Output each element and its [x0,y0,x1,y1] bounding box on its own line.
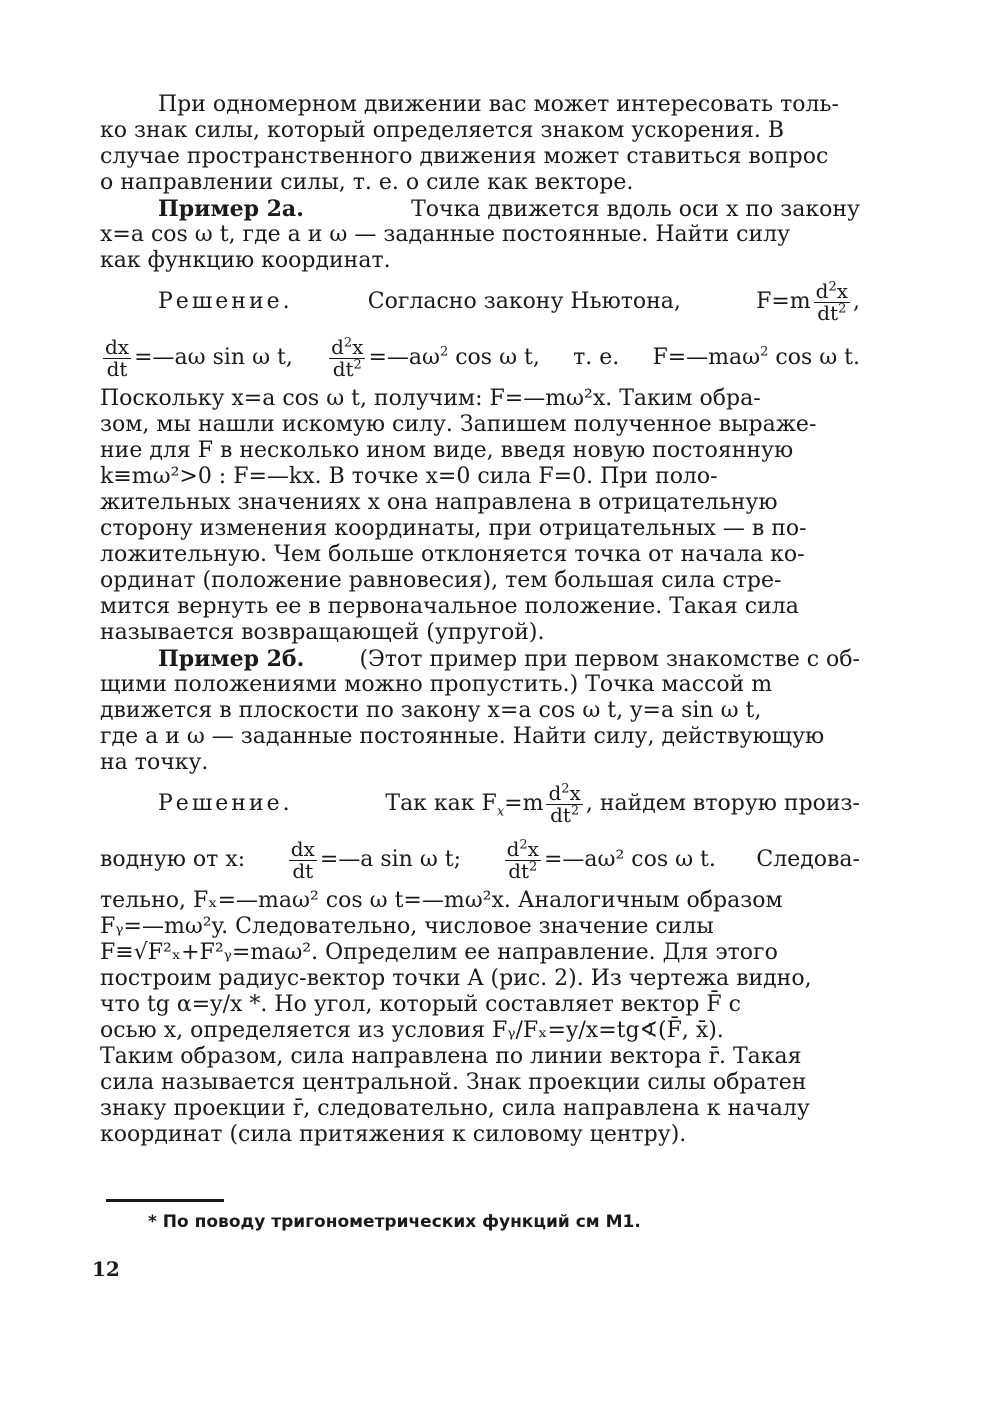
fraction: $\frac{d^2x}{dt^2}$ [331,334,364,381]
text-line: как функцию координат. [100,248,391,273]
fraction: $\frac{dx}{dt}$ [105,334,130,381]
text-line: где a и ω — заданные постоянные. Найти силу, действующую [100,724,825,749]
fraction: $\frac{dx}{dt}$ [290,836,315,883]
page-body [100,92,860,1148]
example-2a-heading: Пример 2а. Точка движется вдоль оси x по закону [158,196,860,222]
text-line: мится вернуть ее в первоначальное положение. Такая сила [100,594,799,619]
text-line: сила называется центральной. Знак проекции силы обратен [100,1070,807,1095]
text-line: F≡√F²ₓ+F²ᵧ=maω². Определим ее направление. Для этого [100,940,778,965]
text-line: зом, мы нашли искомую силу. Запишем полученное выраже- [100,412,817,437]
text-line: ко знак силы, который определяется знаком ускорения. В [100,118,785,143]
derivatives-line-2: водную от x: $\frac{dx}{dt}$ =—a sin ω t; $\frac{d^2x}{dt^2}$ =—aω² cos ω t. Следова- [100,836,860,883]
solution-2-line: Решение. Так как $F_x=m$ $\frac{d^2x}{dt^2}$ , найдем вторую произ- [158,780,860,827]
text-line: движется в плоскости по закону x=a cos ω t, y=a sin ω t, [100,698,762,723]
text-line: Fᵧ=—mω²y. Следовательно, числовое значение силы [100,914,714,939]
text-line: Таким образом, сила направлена по линии вектора r̄. Такая [100,1044,802,1069]
text-line: При одномерном движении вас может интересовать толь- [158,92,839,117]
text-line: называется возвращающей (упругой). [100,620,545,645]
text-line: ложительную. Чем больше отклоняется точка от начала ко- [100,542,805,567]
page-number: 12 [92,1257,120,1281]
text-line: на точку. [100,750,209,775]
text-line: координат (сила притяжения к силовому центру). [100,1122,687,1147]
text-line: щими положениями можно пропустить.) Точка массой m [100,672,773,697]
text-line: ние для F в несколько ином виде, введя новую постоянную [100,438,794,463]
text-line: осью x, определяется из условия Fᵧ/Fₓ=y/x=tg∢(F̄, x̄). [100,1018,724,1043]
text-line: построим радиус-вектор точки A (рис. 2). Из чертежа видно, [100,966,812,991]
fraction: $\frac{d^2x}{dt^2}$ [815,278,848,325]
text-line: жительных значениях x она направлена в отрицательную [100,490,778,515]
derivatives-line: $\frac{dx}{dt}$ =—aω sin ω t, $\frac{d^2x}{dt^2}$ $=—a\omega^2$ cos ω t, т. е. F=—maω$^2$ cos ω t. [105,334,860,381]
solution-1-line: Решение. Согласно закону Ньютона, F=m $\frac{d^2x}{dt^2}$ , [158,278,860,325]
text-line: тельно, Fₓ=—maω² cos ω t=—mω²x. Аналогичным образом [100,888,783,913]
text-line: случае пространственного движения может ставиться вопрос [100,144,829,169]
footnote-rule [106,1199,224,1202]
fraction: $\frac{d^2x}{dt^2}$ [506,836,539,883]
text-line: Поскольку x=a cos ω t, получим: F=—mω²x. Таким обра- [100,386,761,411]
fraction: $\frac{d^2x}{dt^2}$ [548,780,581,827]
text-line: знаку проекции r̄, следовательно, сила направлена к началу [100,1096,810,1121]
text-line: x=a cos ω t, где a и ω — заданные постоянные. Найти силу [100,222,791,247]
text-line: k≡mω²>0 : F=—kx. В точке x=0 сила F=0. При поло- [100,464,718,489]
footnote: * По поводу тригонометрических функций см M1. [148,1212,641,1232]
text-line: сторону изменения координаты, при отрицательных — в по- [100,516,807,541]
example-2b-heading: Пример 2б. (Этот пример при первом знакомстве с об- [158,646,860,672]
text-line: ординат (положение равновесия), тем большая сила стре- [100,568,782,593]
text-line: что tg α=y/x *. Но угол, который составляет вектор F̄ с [100,992,741,1017]
text-line: о направлении силы, т. е. о силе как векторе. [100,170,634,195]
